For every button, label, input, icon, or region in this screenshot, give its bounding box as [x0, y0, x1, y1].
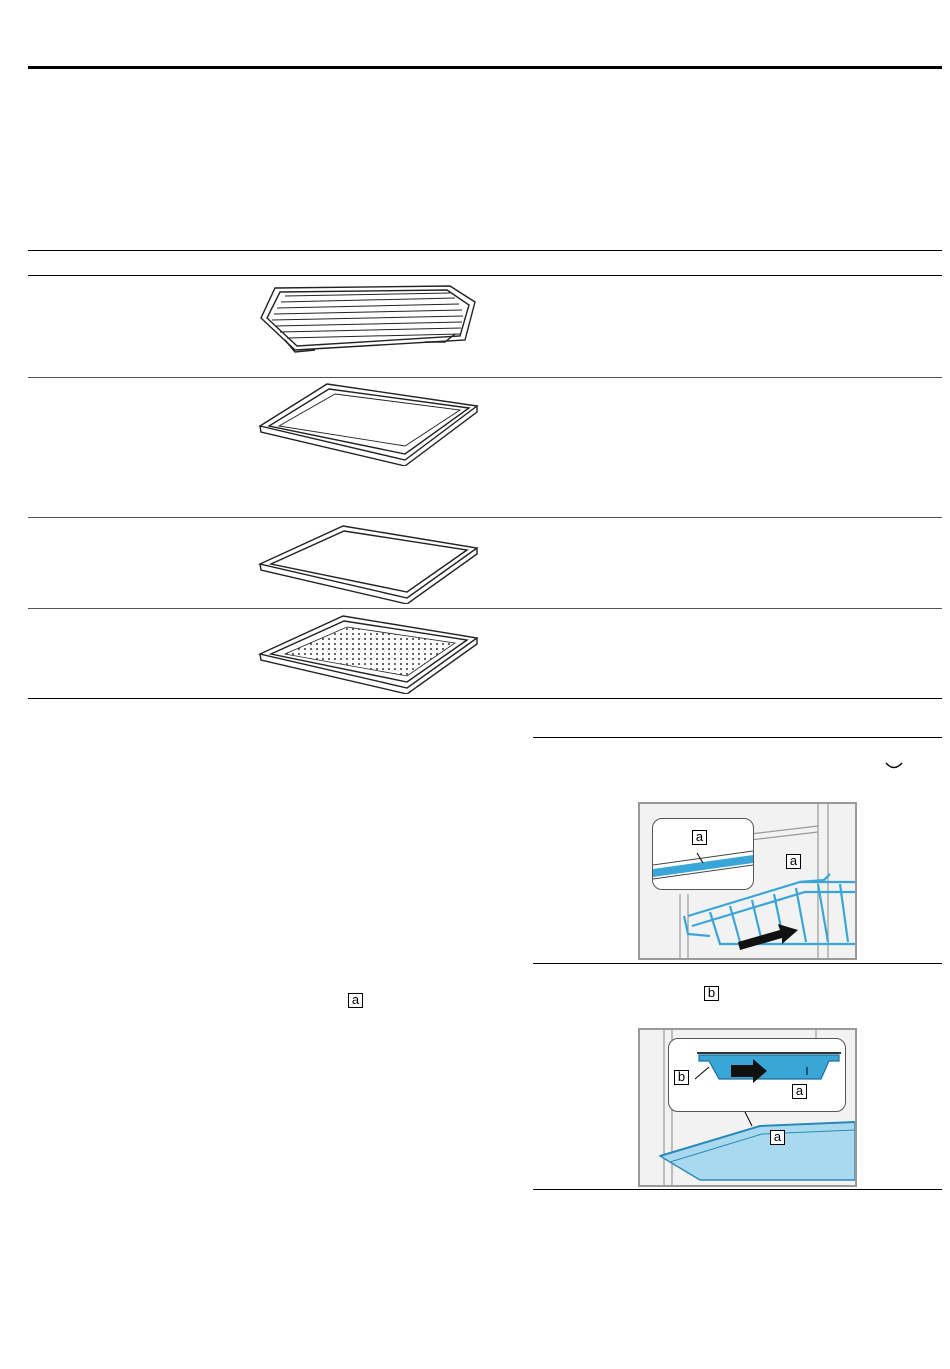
tray-detail-inset	[668, 1038, 846, 1112]
universal-pan-icon	[255, 380, 480, 466]
figure-insert-tray	[638, 1028, 857, 1187]
callout-a-tray: a	[770, 1130, 785, 1145]
figure-insert-rack	[638, 802, 857, 960]
perforated-tray-icon	[255, 612, 480, 694]
section-rule-1	[533, 737, 942, 738]
callout-b-inset: b	[674, 1070, 689, 1085]
header-rule	[28, 66, 942, 69]
callout-a-inset: a	[692, 830, 707, 845]
table-row-rule-3	[28, 608, 942, 609]
callout-b-inline: b	[704, 986, 719, 1001]
table-row-rule-1	[28, 377, 942, 378]
breve-mark-icon	[884, 760, 904, 772]
callout-a-inline: a	[348, 993, 363, 1008]
section-rule-3	[533, 1189, 942, 1190]
table-header-bottom-rule	[28, 275, 942, 276]
section-rule-2	[533, 963, 942, 964]
table-header-top-rule	[28, 250, 942, 251]
baking-tray-icon	[255, 522, 480, 604]
callout-a-rack: a	[786, 854, 801, 869]
table-row-rule-2	[28, 517, 942, 518]
wire-rack-icon	[255, 278, 480, 360]
table-bottom-rule	[28, 698, 942, 699]
callout-a-inset: a	[792, 1084, 807, 1099]
rack-detail-inset	[652, 818, 754, 890]
